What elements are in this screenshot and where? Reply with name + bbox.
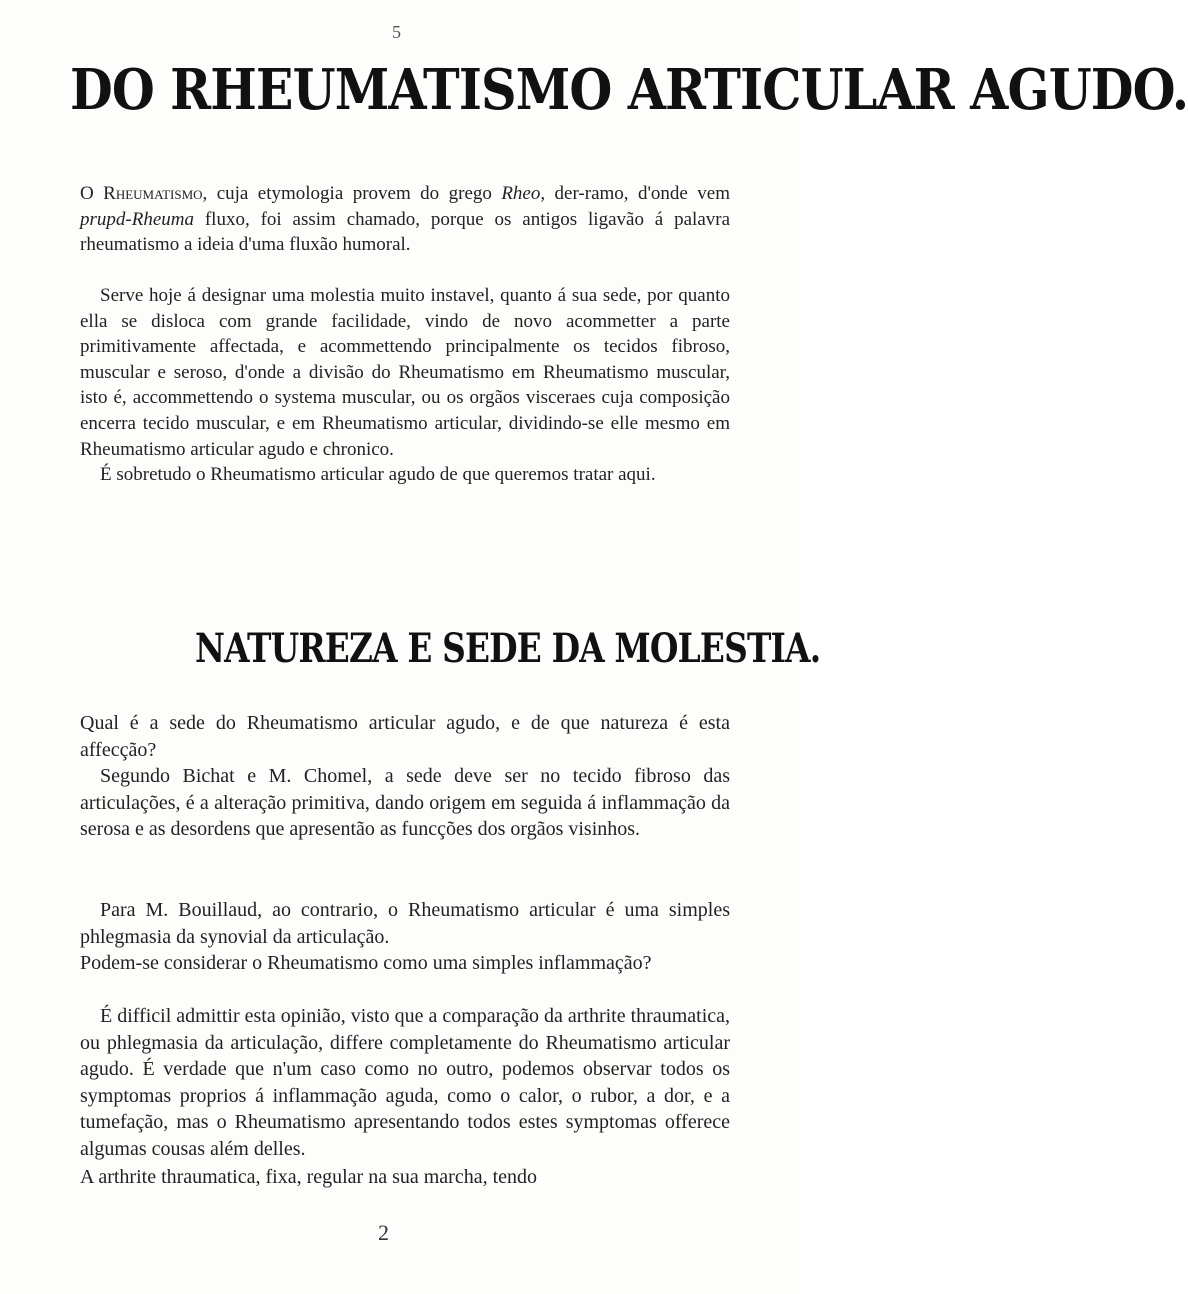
paragraph-text: É difficil admittir esta opinião, visto que a comparação da arthrite thraumatica, ou phlegmasia da articulação, differe completamente do Rheumatismo articular agudo. É verdade que n'um caso como no outro, podemos observar todos os symptomas proprios á inflammação aguda, como o calor, o rubor, a dor, e a tumefação, mas o Rheumatismo apresentando todos estes symptomas offerece algumas cousas além delles. — [80, 1005, 730, 1160]
paragraph-scope — [80, 462, 730, 488]
paragraph-text: Podem-se considerar o Rheumatismo como uma simples inflammação? — [80, 952, 652, 974]
paragraph-text: , cuja etymologia provem do grego — [202, 183, 492, 204]
page-title: DO RHEUMATISMO ARTICULAR AGUDO. — [70, 57, 1188, 123]
paragraph-inflammation-question — [80, 950, 730, 977]
paragraph-text: Segundo Bichat e M. Chomel, a sede deve ser no tecido fibroso das articulações, é a alteração primitiva, dando origem em seguida á inflammação da serosa e as desordens que apresentão as funcções dos orgãos visinhos. — [80, 765, 730, 840]
paragraph-bouillaud — [80, 897, 730, 950]
paragraph-bichat — [80, 763, 730, 843]
section-title: NATUREZA E SEDE DA MOLESTIA. — [195, 625, 821, 672]
greek-term: Rheo — [501, 183, 541, 204]
paragraph-text: Serve hoje á designar uma molestia muito instavel, quanto á sua sede, por quanto ella se disloca com grande facilidade, vindo de novo acommetter a parte primitivamente affectada, e acommettendo principalmente os tecidos fibroso, muscular e seroso, d'onde a divisão do Rheumatismo em Rheumatismo muscular, isto é, accommettendo o systema muscular, ou os orgãos visceraes cuja composição encerra tecido muscular, e em Rheumatismo articular, dividindo-se elle mesmo em Rheumatismo articular agudo e chronico. — [80, 285, 730, 460]
paragraph-text: , der-ramo, d'onde vem — [540, 183, 730, 204]
paragraph-question — [80, 710, 730, 763]
paragraph-arthrite — [80, 1164, 730, 1191]
paragraph-text: fluxo, foi assim chamado, porque os antigos ligavão á palavra rheumatismo a ideia d'uma fluxão humoral. — [80, 208, 731, 256]
paragraph-comparison — [80, 1003, 730, 1162]
paragraph-text: Qual é a sede do Rheumatismo articular agudo, e de que natureza é esta affecção? — [80, 712, 730, 761]
paragraph-text: Para M. Bouillaud, ao contrario, o Rheumatismo articular é uma simples phlegmasia da synovial da articulação. — [80, 899, 730, 948]
paragraph-lead-letter: O — [80, 183, 94, 204]
paragraph-text: A arthrite thraumatica, fixa, regular na sua marcha, tendo — [80, 1166, 538, 1188]
smallcaps-term: Rheumatismo — [103, 183, 203, 204]
paragraph-text: É sobretudo o Rheumatismo articular agudo de que queremos tratar aqui. — [100, 464, 656, 485]
page-number: 5 — [392, 22, 401, 42]
paragraph-etymology — [80, 181, 730, 258]
signature-mark: 2 — [378, 1220, 389, 1245]
greek-term-2: prupd-Rheuma — [80, 208, 194, 230]
paragraph-definition — [80, 283, 730, 462]
